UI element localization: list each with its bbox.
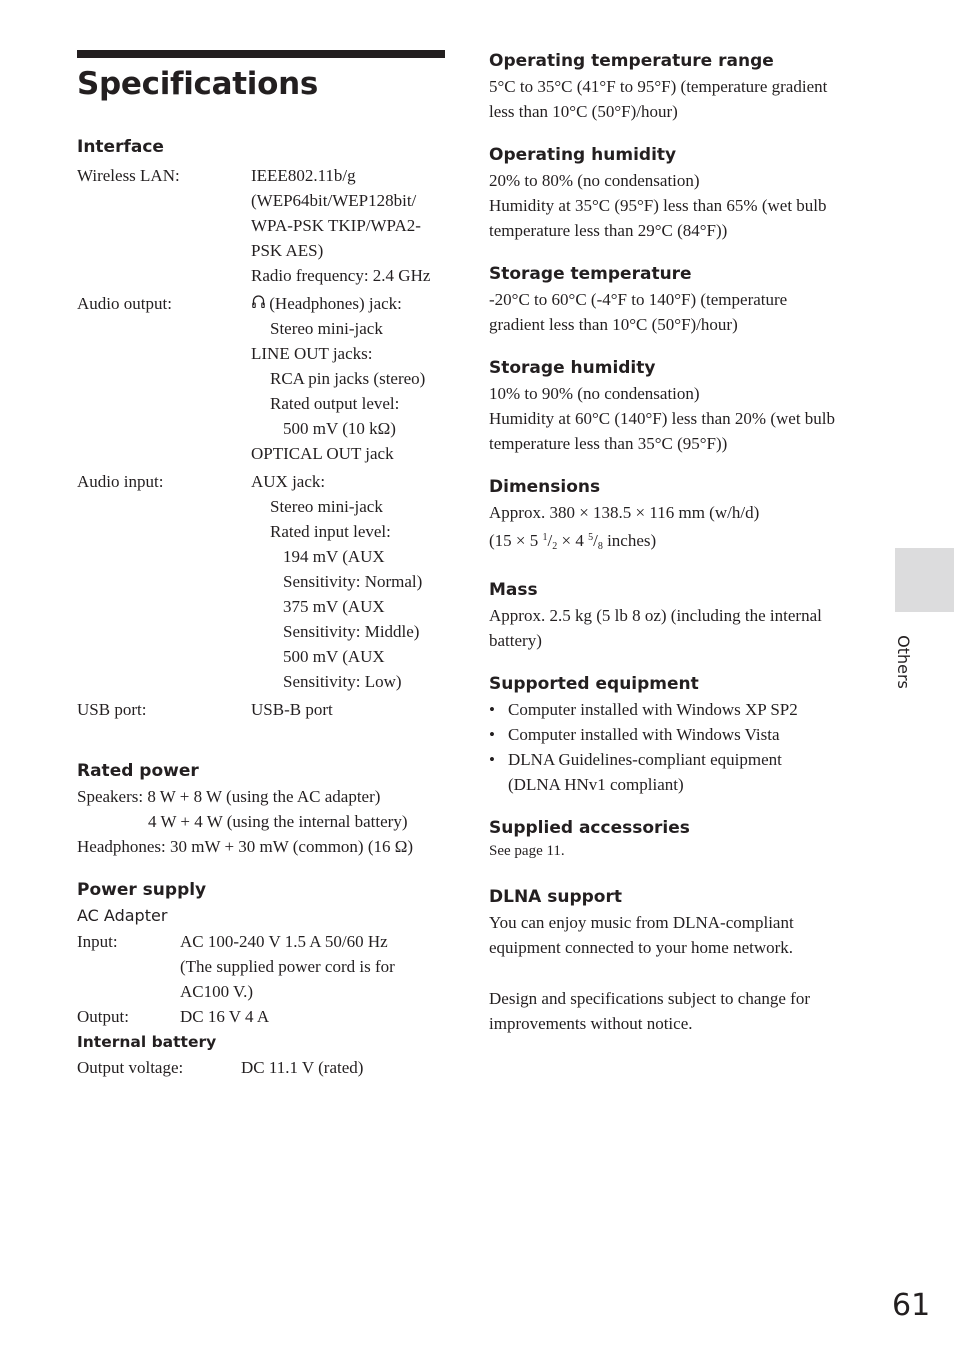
- spec-line: Headphones: 30 mW + 30 mW (common) (16 Ω): [77, 837, 414, 856]
- spec-line: 5°C to 35°C (41°F to 95°F) (temperature gradient: [489, 77, 828, 96]
- spec-line: (The supplied power cord is for: [180, 957, 395, 976]
- spec-line: 500 mV (AUX: [283, 647, 385, 666]
- spec-line: Sensitivity: Normal): [283, 572, 423, 591]
- notice-line: Design and specifications subject to change for: [489, 989, 811, 1008]
- spec-line: PSK AES): [251, 241, 324, 260]
- spec-line: DC 16 V 4 A: [180, 1007, 270, 1026]
- spec-line: 20% to 80% (no condensation): [489, 171, 700, 190]
- headphones-jack-text: (Headphones) jack:: [269, 294, 402, 313]
- spec-line: Sensitivity: Middle): [283, 622, 420, 641]
- spec-line: [251, 291, 449, 316]
- spec-line: USB-B port: [251, 700, 333, 719]
- voltage-row: [77, 1055, 449, 1080]
- accessories-text: See page 11.: [489, 843, 565, 859]
- spec-line: battery): [489, 631, 542, 650]
- mass-heading: Mass: [489, 580, 538, 600]
- spec-line: 500 mV (10 kΩ): [283, 419, 396, 438]
- spec-line: You can enjoy music from DLNA-compliant: [489, 913, 794, 932]
- spec-line: temperature less than 35°C (95°F)): [489, 434, 728, 453]
- audio-input-label: Audio input:: [77, 472, 164, 491]
- ac-adapter-subheading: AC Adapter: [77, 906, 168, 925]
- spec-line: LINE OUT jacks:: [251, 344, 373, 363]
- internal-battery-subheading: Internal battery: [77, 1033, 217, 1051]
- spec-line: Radio frequency: 2.4 GHz: [251, 266, 431, 285]
- usb-row: [77, 697, 449, 722]
- spec-line: less than 10°C (50°F)/hour): [489, 102, 678, 121]
- spec-line: equipment connected to your home network.: [489, 938, 794, 957]
- spec-line: AC 100-240 V 1.5 A 50/60 Hz: [180, 932, 388, 951]
- spec-line: Humidity at 35°C (95°F) less than 65% (wet bulb: [489, 196, 827, 215]
- spec-line: 4 W + 4 W (using the internal battery): [148, 812, 408, 831]
- spec-line: WPA-PSK TKIP/WPA2-: [251, 216, 421, 235]
- supported-list: [489, 697, 864, 797]
- spec-line: RCA pin jacks (stereo): [270, 369, 426, 388]
- usb-label: USB port:: [77, 700, 147, 719]
- spec-line: 10% to 90% (no condensation): [489, 384, 700, 403]
- wireless-row: [77, 163, 449, 288]
- section-tab: [895, 548, 954, 612]
- storage-temp-heading: Storage temperature: [489, 264, 692, 284]
- input-row: [77, 929, 449, 1004]
- notice-line: improvements without notice.: [489, 1014, 693, 1033]
- audio-output-row: [77, 291, 449, 466]
- spec-line: AC100 V.): [180, 982, 254, 1001]
- spec-line: Rated input level:: [270, 522, 391, 541]
- right-column: [489, 48, 864, 1036]
- spec-line: IEEE802.11b/g: [251, 166, 356, 185]
- spec-line: -20°C to 60°C (-4°F to 140°F) (temperature: [489, 290, 788, 309]
- audio-input-row: [77, 469, 449, 694]
- output-row: [77, 1004, 449, 1029]
- interface-heading: Interface: [77, 137, 164, 157]
- page-number: 61: [892, 1288, 931, 1323]
- storage-humidity-heading: Storage humidity: [489, 358, 656, 378]
- spec-line: (15 × 5 $^1$/2 × 4 $^5$/8 inches): [489, 531, 657, 552]
- spec-line: AUX jack:: [251, 472, 326, 491]
- left-column: [77, 134, 449, 1080]
- power-supply-heading: Power supply: [77, 880, 207, 900]
- title-rule: [77, 50, 445, 58]
- dimensions-heading: Dimensions: [489, 477, 601, 497]
- spec-line: DC 11.1 V (rated): [241, 1058, 364, 1077]
- op-temp-heading: Operating temperature range: [489, 51, 774, 71]
- spec-line: 194 mV (AUX: [283, 547, 385, 566]
- spec-line: OPTICAL OUT jack: [251, 444, 394, 463]
- wireless-label: Wireless LAN:: [77, 166, 180, 185]
- section-label-others: Others: [894, 635, 913, 689]
- headphones-icon: [251, 291, 265, 316]
- list-item: • Computer installed with Windows XP SP2: [489, 700, 798, 719]
- page-title: Specifications: [77, 66, 319, 102]
- list-item: • DLNA Guidelines-compliant equipment (DLNA HNv1 compliant): [489, 750, 782, 794]
- rated-power-heading: Rated power: [77, 761, 199, 781]
- spec-line: Speakers: 8 W + 8 W (using the AC adapter): [77, 787, 381, 806]
- spec-line: 375 mV (AUX: [283, 597, 385, 616]
- supported-equipment-heading: Supported equipment: [489, 674, 699, 694]
- spec-line: Sensitivity: Low): [283, 672, 402, 691]
- accessories-heading: Supplied accessories: [489, 818, 690, 838]
- op-humidity-heading: Operating humidity: [489, 145, 677, 165]
- spec-line: temperature less than 29°C (84°F)): [489, 221, 728, 240]
- list-item: • Computer installed with Windows Vista: [489, 725, 780, 744]
- spec-line: Stereo mini-jack: [270, 497, 383, 516]
- spec-line: gradient less than 10°C (50°F)/hour): [489, 315, 738, 334]
- spec-line: (WEP64bit/WEP128bit/: [251, 191, 417, 210]
- output-label: Output:: [77, 1007, 129, 1026]
- voltage-label: Output voltage:: [77, 1058, 184, 1077]
- spec-line: Approx. 380 × 138.5 × 116 mm (w/h/d): [489, 503, 760, 522]
- spec-line: Humidity at 60°C (140°F) less than 20% (wet bulb: [489, 409, 836, 428]
- dlna-heading: DLNA support: [489, 887, 622, 907]
- audio-output-label: Audio output:: [77, 294, 172, 313]
- spec-line: Rated output level:: [270, 394, 400, 413]
- input-label: Input:: [77, 932, 118, 951]
- spec-line: Approx. 2.5 kg (5 lb 8 oz) (including the internal: [489, 606, 822, 625]
- spec-line: Stereo mini-jack: [270, 319, 383, 338]
